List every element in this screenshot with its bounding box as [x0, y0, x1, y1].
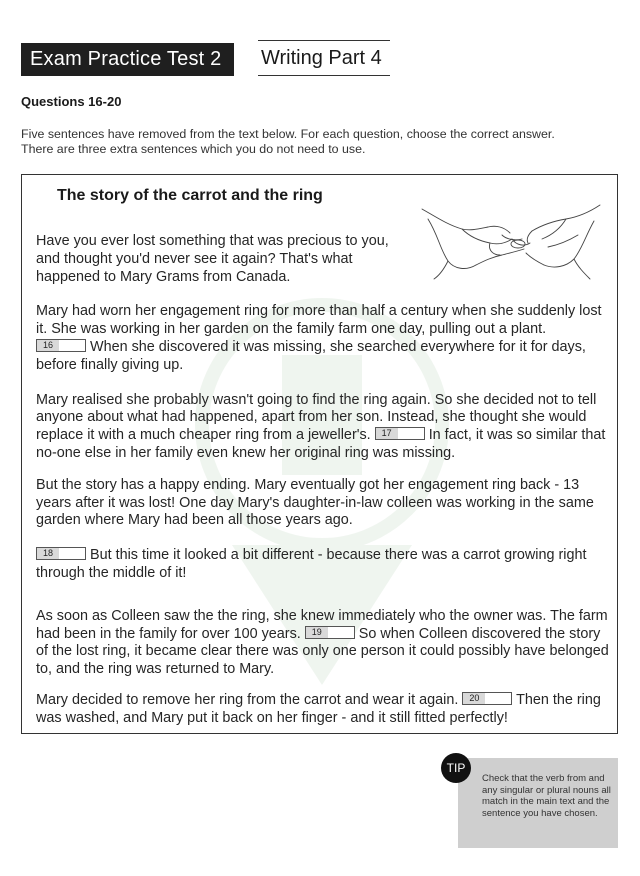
instructions-line-2: There are three extra sentences which you do not need to use. — [21, 142, 366, 156]
paragraph-1: Have you ever lost something that was precious to you, and thought you'd never see it again? That's what happened to Mary Grams from Canada. — [36, 233, 389, 285]
questions-heading: Questions 16-20 — [21, 94, 122, 109]
tip-text: Check that the verb from and any singular or plural nouns all match in the main text and the sentence you have chosen. — [482, 773, 611, 819]
paragraph-7: Mary decided to remove her ring from the carrot and wear it again. 20 Then the ring was washed, and Mary put it back on her finger - and it still fitted perfectly! — [36, 691, 601, 726]
part-title: Writing Part 4 — [258, 40, 390, 76]
instructions — [21, 127, 621, 157]
gap-18[interactable]: 18 — [36, 547, 86, 560]
tip-badge: TIP — [441, 753, 471, 783]
paragraph-6: As soon as Colleen saw the the ring, she knew immediately who the owner was. The farm had been in the family for over 100 years. 19 So when Colleen discovered the story of the lost ring, it became clear there was only one person it could possibly have belonged to, and the ring was returned to Mary. — [36, 607, 609, 678]
story-box — [21, 174, 618, 734]
paragraph-3: Mary realised she probably wasn't going to find the ring again. So she decided not to tell anyone about what had happened, apart from her son. Instead, she thought she would replace it with a much cheaper ring from a jeweller's. 17 In fact, it was so similar that no-one else in her family even knew her original ring was missing. — [36, 391, 606, 461]
story-text — [36, 233, 616, 728]
story-title: The story of the carrot and the ring — [57, 187, 323, 204]
gap-16[interactable]: 16 — [36, 339, 86, 352]
paragraph-5: 18 But this time it looked a bit different - because there was a carrot growing right through the middle of it! — [36, 547, 587, 581]
paragraph-2: Mary had worn her engagement ring for more than half a century when she suddenly lost it. She was working in her garden on the family farm one day, pulling out a plant. 16 When she discovered it was missing, she searched everywhere for it for days, before finally giving up. — [36, 303, 602, 373]
paragraph-4: But the story has a happy ending. Mary eventually got her engagement ring back - 13 years after it was lost! One day Mary's daughter-in-law colleen was working in the same garden where Mary had been all those years ago. — [36, 476, 594, 529]
instructions-line-1: Five sentences have removed from the text below. For each question, choose the correct answer. — [21, 127, 555, 141]
test-badge: Exam Practice Test 2 — [21, 43, 234, 76]
gap-19[interactable]: 19 — [305, 626, 355, 639]
gap-17[interactable]: 17 — [375, 427, 425, 440]
gap-20[interactable]: 20 — [462, 692, 512, 705]
